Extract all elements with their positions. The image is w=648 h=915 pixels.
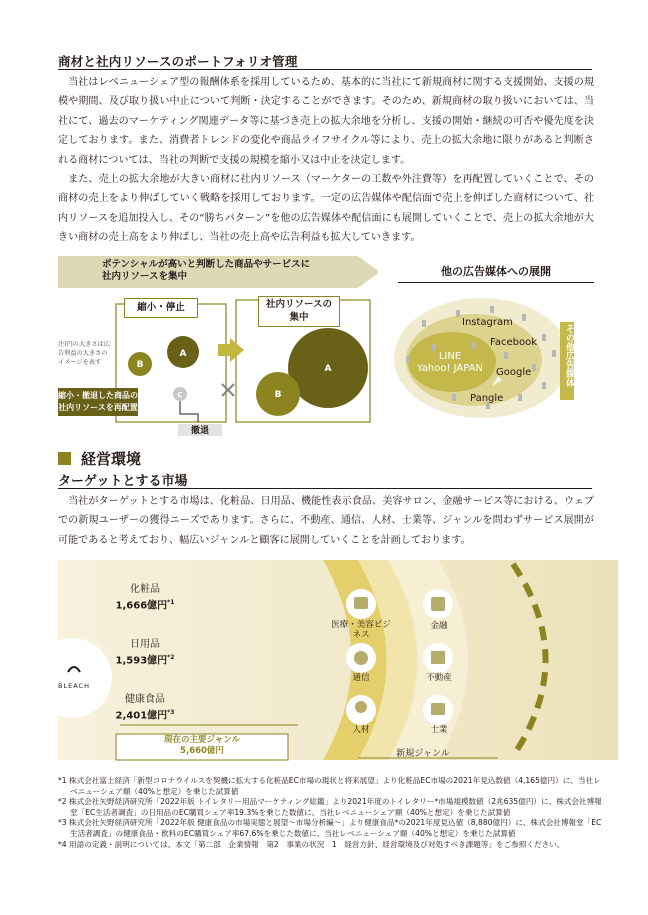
footnote-4: *4 用語の定義・説明については、本文「第二部 企業情報 第2 事業の状況 1 経営方針、経営環境及び対処すべき課題等」をご参照ください。 [58,839,565,849]
market-health [100,693,190,722]
banner-line-1: ポテンシャルが高いと判断した商品やサービスに [102,259,311,270]
section2-subheading: ターゲットとする市場 [58,474,188,489]
reallocate-text [58,390,138,414]
current-genre-value: 5,660億円 [180,746,224,756]
new-genre-label: 新規ジャンル [396,749,450,759]
current-genre-label: 現在の主要ジャンル [163,735,241,745]
footnote-3: *3 株式会社矢野経済研究所「2022年版 健康食品の市場実態と展望～市場分析編～」より健康食品*の2021年度見込値（8,880億円）に、株式会社博報堂「EC生活者調査」の健康食品・飲料のEC購買シェア率67.6%を乗じた数値に、当社レベニューシェア額（40%と想定）を乗じた試算値 [58,818,602,838]
expansion-title: 他の広告媒体への展開 [441,265,551,278]
market-cosmetics-name: 化粧品 [130,584,160,595]
subheading-rule [58,488,592,489]
reallocate-line-1: 縮小・撤退した商品の [58,391,138,400]
media-instagram: Instagram [462,317,513,328]
section2-heading [58,448,141,469]
market-health-name: 健康食品 [125,694,165,705]
paragraph-2: また、売上の拡大余地が大きい商材に社内リソース（マーケターの工数や外注費等）を再配置していくことで、その商材の売上をより伸ばしていく戦略を採用しております。一定の広告媒体や配信面で売上を伸ばした商材について、社内リソースを追加投入し、その“勝ちパターン”を他の広告媒体や配信面にも展開していくことで、売上の拡大余地が大きい商材の売上高をより伸ばし、当社の売上高や広告利益も拡大していきます。 [58,174,594,244]
media-yahoo: Yahoo! JAPAN [417,363,483,374]
section1-body [58,73,594,248]
market-cosmetics-value: 1,666億円$^{*1}$ [115,599,175,612]
reallocate-line-2: 社内リソースを再配置 [58,403,138,412]
section2-body [58,492,594,550]
telecom-icon [354,651,368,665]
genre-finance: 金融 [430,621,448,631]
portfolio-diagram [58,256,378,436]
expansion-rule [398,282,594,283]
section2-heading-text: 経営環境 [81,450,142,468]
focus-line-1: 社内リソースの [265,299,333,310]
label-b-large: B [274,390,282,400]
focus-line-2: 集中 [289,312,309,323]
label-a-small: A [179,349,187,359]
media-google: Google [496,367,532,378]
footnote-2: *2 株式会社矢野経済研究所「2022年版 トイレタリー用品マーケティング総鑑」より2021年度のトイレタリー*市場規模数値（2兆635億円）に、株式会社博報堂「EC生活者調査」の日用品のEC購買シェア率19.3%を乗じた数値に、当社レベニューシェア額（40%と想定）を乗じた試算値 [58,797,602,817]
current-genre [116,735,288,757]
genre-hr: 人材 [352,725,370,735]
professional-icon [431,703,445,715]
banner-line-2: 社内リソースを集中 [102,271,188,282]
brand-text: BLEACH [58,682,90,690]
footnote-1: *1 株式会社富士経済「新型コロナウイルスを契機に拡大する化粧品EC市場の現状と将来展望」より化粧品EC市場の2021年見込数値（4,165億円）に、当社レベニューシェア額（40%と想定）を乗じた試算値 [58,776,601,796]
realestate-icon [431,651,445,664]
shrink-label: 縮小・停止 [124,298,198,318]
market-daily [100,638,190,667]
medical-icon [354,597,368,609]
media-line: LINE [438,351,462,362]
paragraph-1: 当社はレベニューシェア型の報酬体系を採用しているため、基本的に当社にて新規商材に関する支援開始、支援の規模や期間、及び取り扱い中止について判断・決定することができます。そのため、新規商材の取り扱いにおいては、当社にて、過去のマーケティング関連データ等に基づき売上の拡大余地を分析し、支援の開始・継続の可否や優先度を決定しております。また、消費者トレンドの変化や商品ライフサイクル等により、売上の拡大余地に限りがあると判断される商材については、当社の判断で支援の規模を縮小又は中止を決定します。 [58,77,594,166]
footnotes [58,776,608,850]
media-facebook: Facebook [490,337,537,348]
genre-professional: 士業 [430,725,448,735]
finance-icon [431,597,445,611]
withdraw-label: 撤退 [190,426,209,436]
market-cosmetics [100,583,190,612]
banner-text [102,259,310,283]
size-note: 注)円の大きさは広告利益の大きさのイメージを表す [58,341,110,366]
title-rule [58,69,592,70]
genre-realestate: 不動産 [426,673,452,683]
genre-medical: 医療・美容ビジネス [331,620,391,640]
market-daily-value: 1,593億円$^{*2}$ [115,654,175,667]
hr-icon [355,701,367,713]
media-other: その他広告媒体 [564,324,574,387]
label-a-large: A [324,364,332,374]
label-b-small: B [136,360,144,370]
heading-square-icon [58,452,71,465]
focus-label [258,296,340,327]
media-pangle: Pangle [470,393,504,404]
section2-paragraph: 当社がターゲットとする市場は、化粧品、日用品、機能性表示食品、美容サロン、金融サービス等における、ウェブでの新規ユーザーの獲得ニーズであります。さらに、不動産、通信、人材、士業等、ジャンルを問わずサービス展開が可能であると考えており、幅広いジャンルと顧客に展開していくことを計画しております。 [58,496,594,546]
label-c: C [177,391,183,399]
section-title: 商材と社内リソースのポートフォリオ管理 [58,54,298,69]
genre-telecom: 通信 [352,673,370,683]
market-daily-name: 日用品 [130,639,160,650]
market-health-value: 2,401億円$^{*3}$ [115,709,175,722]
